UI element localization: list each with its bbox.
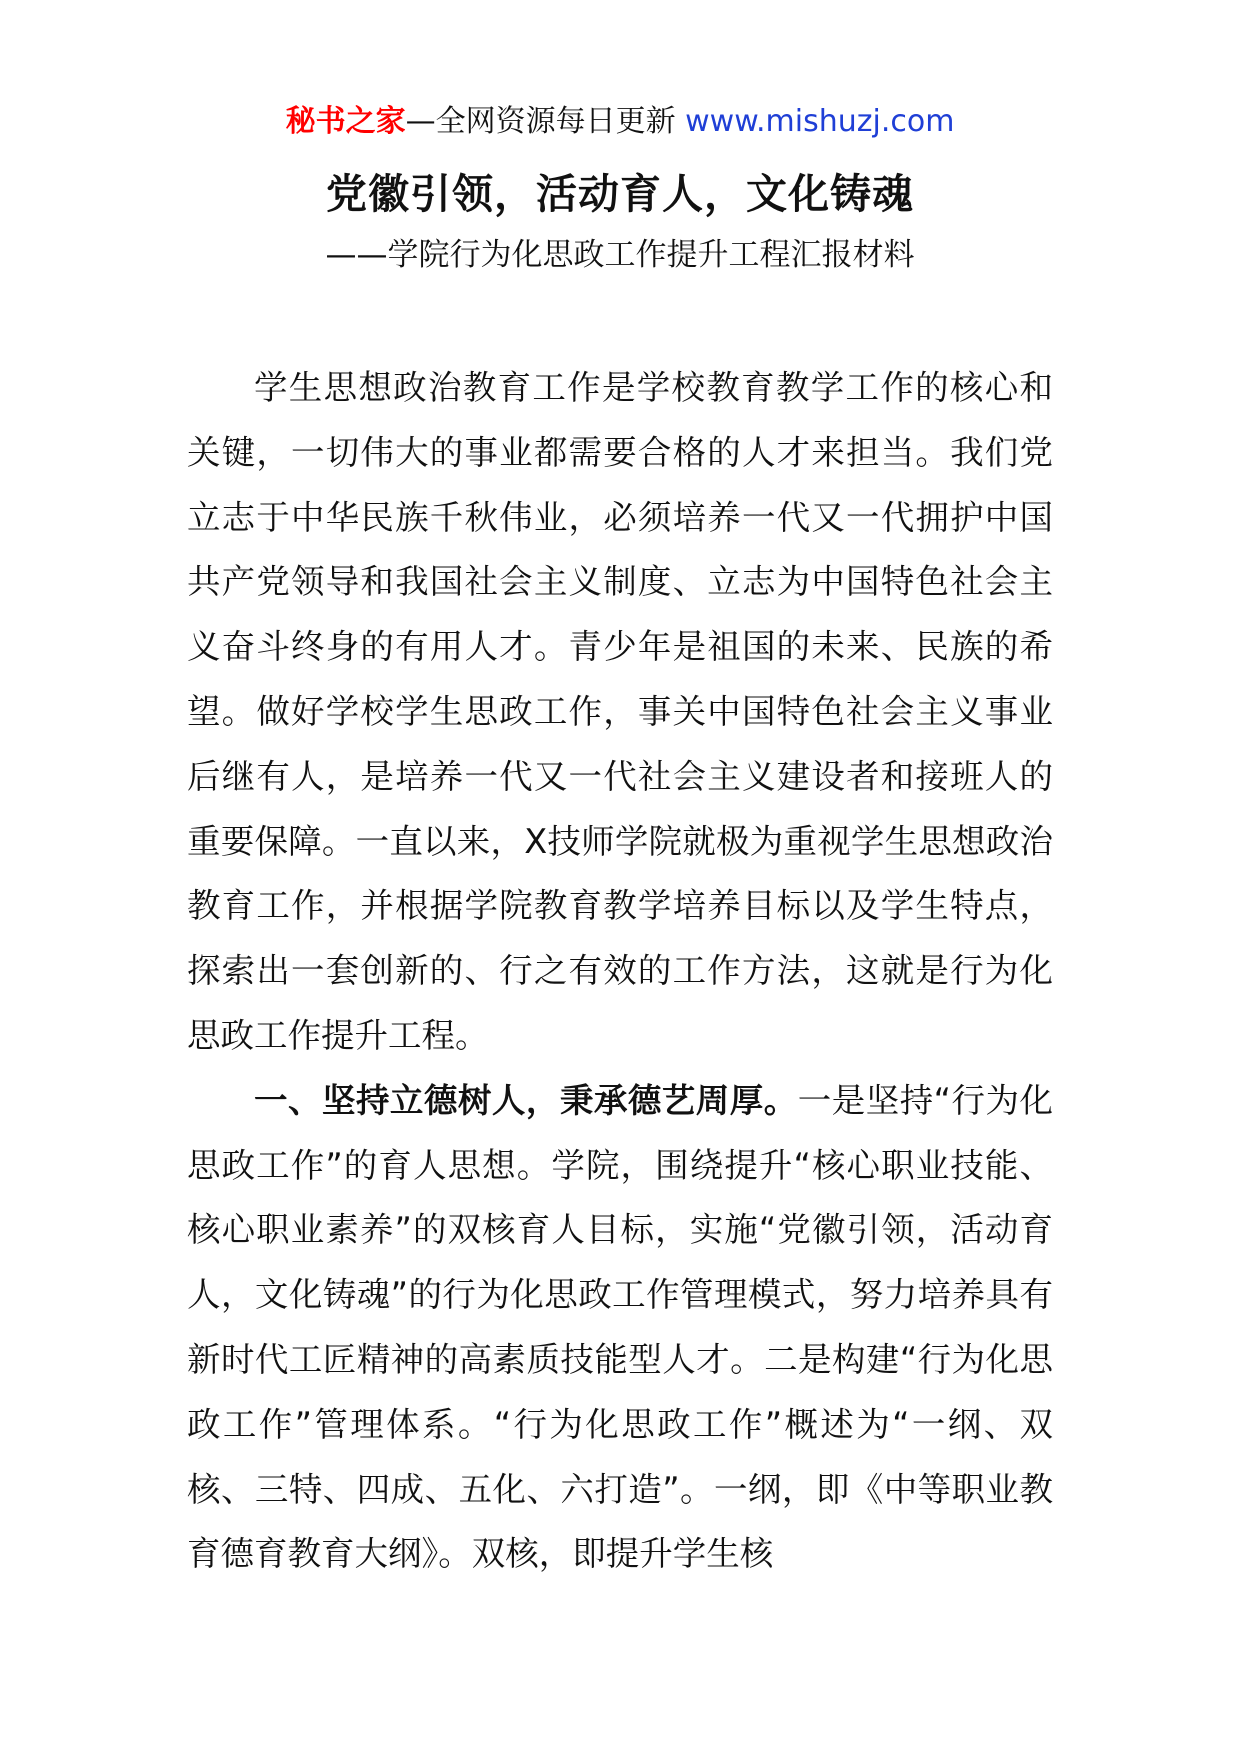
section-1-heading: 一、坚持立德树人，秉承德艺周厚。	[254, 1080, 798, 1120]
header-tagline: —全网资源每日更新	[405, 104, 686, 139]
document-title: 党徽引领，活动育人，文化铸魂	[326, 170, 914, 218]
brand-name: 秘书之家	[285, 104, 406, 139]
site-header	[0, 102, 1240, 142]
section-1-text: 一是坚持“行为化思政工作”的育人思想。学院，围绕提升“核心职业技能、核心职业素养”的双核育人目标，实施“党徽引领，活动育人，文化铸魂”的行为化思政工作管理模式，努力培养具有新时代工匠精神的高素质技能型人才。二是构建“行为化思政工作”管理体系。“行为化思政工作”概述为“一纲、双核、三特、四成、五化、六打造”。一纲，即《中等职业教育德育教育大纲》。双核，即提升学生核	[187, 1080, 1053, 1574]
document-body	[187, 356, 1053, 1587]
document-subtitle: ——学院行为化思政工作提升工程汇报材料	[325, 237, 915, 273]
paragraph-section-1	[187, 1069, 1053, 1587]
site-url-link[interactable]: www.mishuzj.com	[685, 104, 955, 139]
paragraph-intro: 学生思想政治教育工作是学校教育教学工作的核心和关键，一切伟大的事业都需要合格的人才来担当。我们党立志于中华民族千秋伟业，必须培养一代又一代拥护中国共产党领导和我国社会主义制度、立志为中国特色社会主义奋斗终身的有用人才。青少年是祖国的未来、民族的希望。做好学校学生思政工作，事关中国特色社会主义事业后继有人，是培养一代又一代社会主义建设者和接班人的重要保障。一直以来，X技师学院就极为重视学生思想政治教育工作，并根据学院教育教学培养目标以及学生特点，探索出一套创新的、行之有效的工作方法，这就是行为化思政工作提升工程。	[187, 368, 1053, 1055]
